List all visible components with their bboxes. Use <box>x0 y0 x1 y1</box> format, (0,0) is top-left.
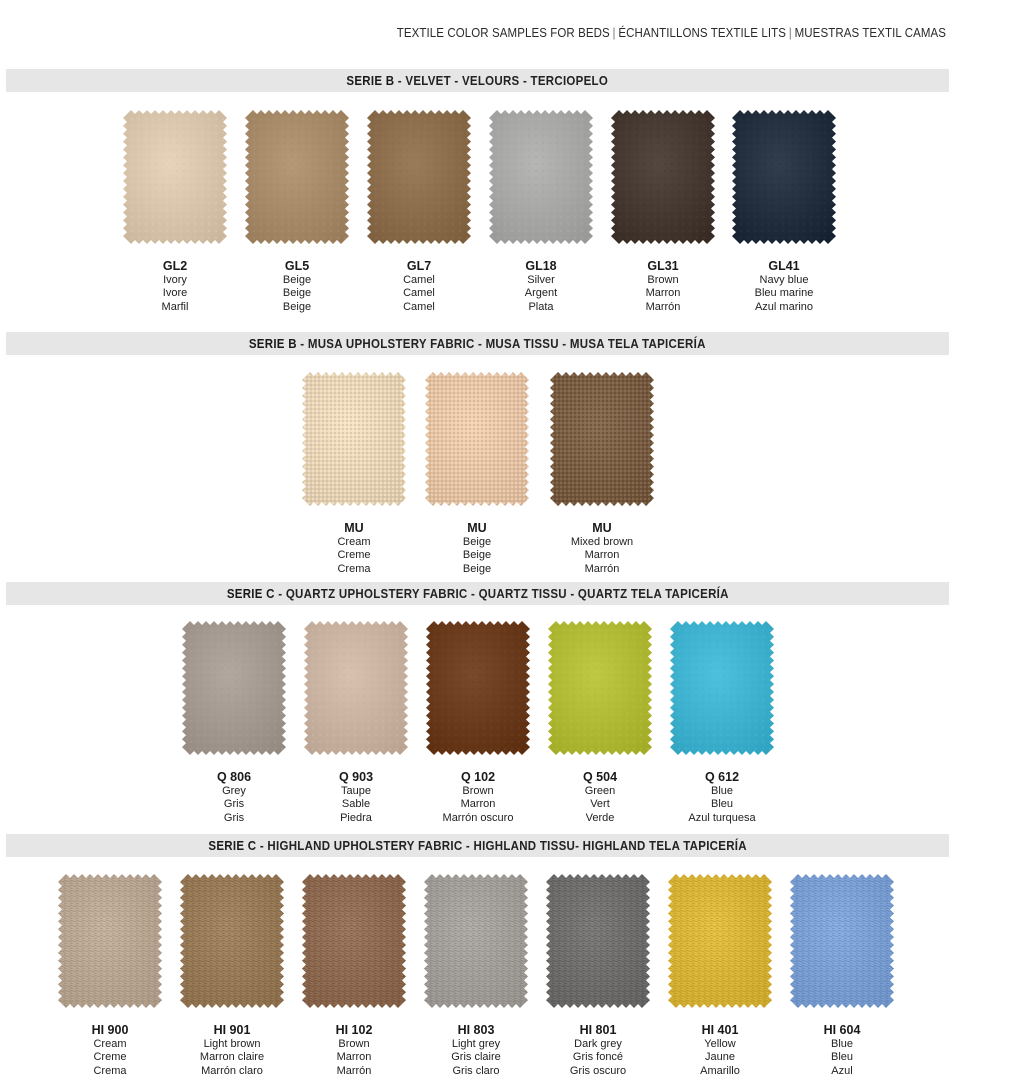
section-title: - VELVET - VELOURS - TERCIOPELO <box>398 73 609 88</box>
section-title: - QUARTZ UPHOLSTERY FABRIC - QUARTZ TISSU - QUARTZ TELA TAPICERÍA <box>277 586 729 601</box>
swatch-name-fr: Beige <box>462 549 492 561</box>
fabric-sample <box>489 110 593 244</box>
swatch-name-fr: Marron <box>584 549 620 561</box>
swatch-name-en: Navy blue <box>759 273 809 286</box>
swatch-name-fr: Creme <box>337 549 371 561</box>
swatch-name-es: Azul turquesa <box>688 811 756 824</box>
section-title: - HIGHLAND UPHOLSTERY FABRIC - HIGHLAND TISSU- HIGHLAND TELA TAPICERÍA <box>259 838 747 853</box>
swatch-name-es: Marrón claro <box>201 1064 263 1077</box>
swatch-code: HI 901 <box>213 1023 251 1037</box>
fabric-swatch-image <box>302 874 406 1008</box>
swatch-name-es: Verde <box>585 811 615 824</box>
swatch-code: GL41 <box>768 259 800 273</box>
fabric-sample <box>668 874 772 1008</box>
fabric-sample <box>425 372 529 506</box>
fabric-swatch-image <box>182 621 286 755</box>
swatch-name-en: Light brown <box>203 1037 261 1050</box>
fabric-sample <box>611 110 715 244</box>
swatch-row-quartz <box>0 621 1015 824</box>
fabric-swatch-image <box>732 110 836 244</box>
swatch-name-es: Beige <box>462 562 492 575</box>
fabric-sample <box>304 621 408 755</box>
fabric-sample <box>424 874 528 1008</box>
swatch-name-en: Blue <box>710 784 734 797</box>
fabric-sample <box>123 110 227 244</box>
swatch-name-es: Marrón <box>645 300 681 313</box>
section-title: - MUSA UPHOLSTERY FABRIC - MUSA TISSU - MUSA TELA TAPICERÍA <box>300 336 706 351</box>
swatch-name-es: Crema <box>337 562 371 575</box>
fabric-sample <box>58 874 162 1008</box>
fabric-swatch-image <box>790 874 894 1008</box>
section-bar-highland <box>6 834 949 857</box>
swatch-name-fr: Marron <box>460 798 496 810</box>
swatch-name-fr: Marron <box>336 1051 372 1063</box>
swatch-name-es: Amarillo <box>700 1064 740 1077</box>
swatch-name-en: Taupe <box>341 784 371 797</box>
header-separator: | <box>612 26 616 40</box>
section-serie: SERIE C <box>226 586 275 601</box>
swatch-name-en: Brown <box>462 784 494 797</box>
swatch-name-en: Brown <box>338 1037 370 1050</box>
fabric-swatch-image <box>670 621 774 755</box>
section-bar-musa <box>6 332 949 355</box>
fabric-sample <box>546 874 650 1008</box>
swatch-name-fr: Camel <box>403 287 435 299</box>
swatch-name-en: Beige <box>282 273 312 286</box>
swatch-name-fr: Gris foncé <box>572 1051 624 1063</box>
swatch-name-es: Marrón oscuro <box>442 811 514 824</box>
swatch-code: HI 900 <box>91 1023 129 1037</box>
swatch-name-en: Cream <box>337 535 371 548</box>
fabric-swatch-image <box>424 874 528 1008</box>
swatch-code: GL7 <box>406 259 432 273</box>
fabric-swatch-image <box>123 110 227 244</box>
fabric-swatch-image <box>489 110 593 244</box>
fabric-swatch-image <box>302 372 406 506</box>
fabric-swatch-image <box>180 874 284 1008</box>
swatch-name-es: Gris oscuro <box>569 1064 627 1077</box>
swatch-name-es: Azul marino <box>754 300 814 313</box>
fabric-sample <box>245 110 349 244</box>
section-serie: SERIE C <box>208 838 257 853</box>
fabric-swatch-image <box>548 621 652 755</box>
fabric-sample <box>182 621 286 755</box>
swatch-name-es: Gris claro <box>452 1064 500 1077</box>
swatch-name-en: Cream <box>93 1037 127 1050</box>
swatch-name-en: Grey <box>222 784 246 797</box>
fabric-swatch-image <box>426 621 530 755</box>
swatch-label <box>405 522 549 576</box>
swatch-name-en: Dark grey <box>574 1037 622 1050</box>
swatch-code: GL5 <box>284 259 310 273</box>
swatch-label <box>650 771 794 825</box>
swatch-name-en: Beige <box>462 535 492 548</box>
swatch-name-en: Yellow <box>704 1037 736 1050</box>
fabric-sample <box>790 874 894 1008</box>
swatch-name-es: Gris <box>223 811 245 824</box>
fabric-swatch-image <box>425 372 529 506</box>
swatch-name-es: Marfil <box>161 300 189 313</box>
swatch-name-fr: Bleu marine <box>754 287 814 299</box>
swatch-name-en: Blue <box>830 1037 854 1050</box>
swatch-name-fr: Marron claire <box>199 1051 265 1063</box>
header-title-es: MUESTRAS TEXTIL CAMAS <box>794 26 946 40</box>
swatch-name-en: Camel <box>403 273 435 286</box>
swatch-name-fr: Beige <box>282 287 312 299</box>
swatch-name-fr: Creme <box>93 1051 127 1063</box>
fabric-sample <box>426 621 530 755</box>
swatch-code: Q 504 <box>582 770 618 784</box>
fabric-sample <box>302 874 406 1008</box>
swatch-name-es: Crema <box>93 1064 127 1077</box>
swatch-row-musa <box>0 372 1015 575</box>
swatch-code: Q 903 <box>338 770 374 784</box>
fabric-sample <box>732 110 836 244</box>
swatch-name-es: Plata <box>528 300 554 313</box>
swatch-row-highland <box>0 874 1015 1077</box>
swatch-code: GL2 <box>162 259 188 273</box>
swatch-label <box>712 260 856 314</box>
header-title-en: TEXTILE COLOR SAMPLES FOR BEDS <box>396 26 610 40</box>
swatch-name-en: Light grey <box>451 1037 501 1050</box>
swatch-code: Q 806 <box>216 770 252 784</box>
swatch-code: MU <box>467 521 487 535</box>
swatch-name-es: Marrón <box>336 1064 372 1077</box>
fabric-swatch-image <box>668 874 772 1008</box>
swatch-row-velvet <box>0 110 1015 313</box>
fabric-swatch-image <box>58 874 162 1008</box>
swatch-code: MU <box>592 521 612 535</box>
swatch-code: HI 801 <box>579 1023 617 1037</box>
swatch-name-fr: Gris <box>223 798 245 810</box>
swatch-name-es: Beige <box>282 300 312 313</box>
fabric-sample <box>670 621 774 755</box>
swatch-name-fr: Bleu <box>710 798 734 810</box>
swatch-name-fr: Bleu <box>830 1051 854 1063</box>
swatch-name-fr: Gris claire <box>451 1051 501 1063</box>
swatch-name-es: Azul <box>831 1064 853 1077</box>
section-serie: SERIE B <box>346 73 395 88</box>
section-serie: SERIE B <box>249 336 298 351</box>
swatch-label <box>770 1024 914 1078</box>
fabric-swatch-image <box>611 110 715 244</box>
swatch-code: MU <box>344 521 364 535</box>
swatch-name-en: Silver <box>527 273 555 286</box>
fabric-sample <box>302 372 406 506</box>
fabric-swatch-image <box>304 621 408 755</box>
fabric-swatch-image <box>367 110 471 244</box>
section-bar-velvet <box>6 69 949 92</box>
swatch-code: HI 803 <box>457 1023 495 1037</box>
swatch-name-en: Brown <box>647 273 679 286</box>
swatch-code: Q 612 <box>704 770 740 784</box>
swatch-code: HI 604 <box>823 1023 861 1037</box>
fabric-swatch-image <box>245 110 349 244</box>
swatch-name-fr: Ivore <box>162 287 188 299</box>
swatch-code: Q 102 <box>460 770 496 784</box>
fabric-sample <box>548 621 652 755</box>
swatch-label <box>530 522 674 576</box>
swatch-name-en: Green <box>584 784 616 797</box>
swatch-name-fr: Argent <box>524 287 558 299</box>
header-separator: | <box>788 26 792 40</box>
fabric-sample <box>550 372 654 506</box>
swatch-name-fr: Sable <box>341 798 371 810</box>
swatch-name-es: Camel <box>403 300 435 313</box>
fabric-sample <box>367 110 471 244</box>
page-header <box>397 26 946 40</box>
fabric-swatch-image <box>546 874 650 1008</box>
swatch-name-fr: Marron <box>645 287 681 299</box>
swatch-name-en: Ivory <box>163 273 187 286</box>
swatch-code: HI 401 <box>701 1023 739 1037</box>
swatch-name-en: Mixed brown <box>570 535 634 548</box>
swatch-name-fr: Vert <box>590 798 610 810</box>
swatch-code: GL18 <box>525 259 557 273</box>
swatch-name-es: Marrón <box>584 562 620 575</box>
swatch-code: HI 102 <box>335 1023 373 1037</box>
fabric-sample <box>180 874 284 1008</box>
swatch-name-fr: Jaune <box>705 1051 735 1063</box>
fabric-swatch-image <box>550 372 654 506</box>
swatch-code: GL31 <box>647 259 679 273</box>
swatch-name-es: Piedra <box>340 811 372 824</box>
header-title-fr: ÉCHANTILLONS TEXTILE LITS <box>618 26 786 40</box>
section-bar-quartz <box>6 582 949 605</box>
